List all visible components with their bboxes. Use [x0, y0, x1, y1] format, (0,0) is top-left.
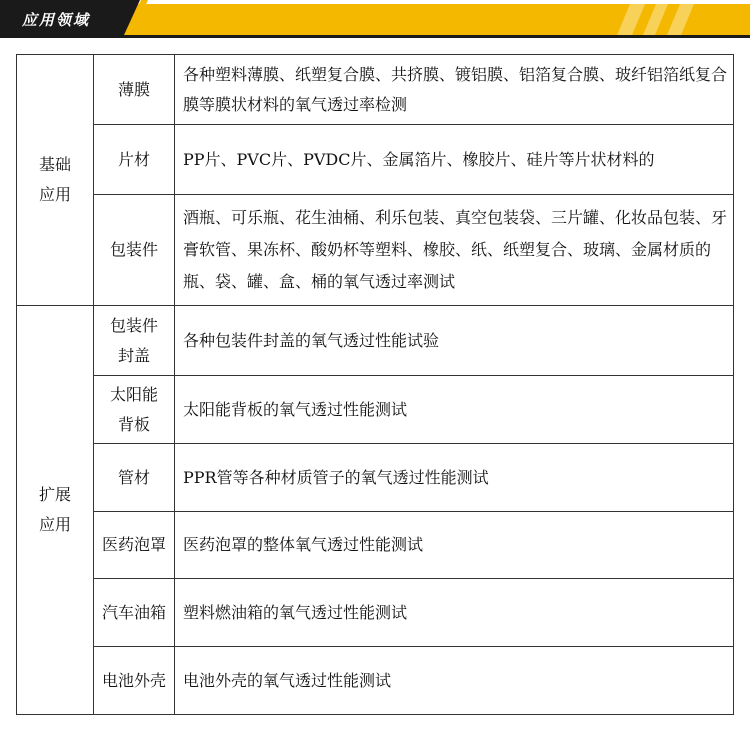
header-banner: [0, 0, 750, 44]
table-row: [17, 444, 734, 512]
row-item-label: 电池外壳: [94, 647, 175, 715]
section-title: 应用领域: [22, 11, 91, 29]
row-item-label: 包装件: [94, 195, 175, 306]
application-table: [16, 54, 734, 715]
table-row: [17, 647, 734, 715]
row-description: 太阳能背板的氧气透过性能测试: [175, 376, 734, 444]
table-row: [17, 195, 734, 306]
group-label-extended: 扩展 应用: [17, 306, 94, 715]
table-row: [17, 306, 734, 376]
row-description: 酒瓶、可乐瓶、花生油桶、利乐包装、真空包装袋、三片罐、化妆品包装、牙膏软管、果冻杯、酸奶杯等塑料、橡胶、纸、纸塑复合、玻璃、金属材质的瓶、袋、罐、盒、桶的氧气透过率测试: [175, 195, 734, 306]
row-description: 塑料燃油箱的氧气透过性能测试: [175, 579, 734, 647]
row-description: PP片、PVC片、PVDC片、金属箔片、橡胶片、硅片等片状材料的: [175, 125, 734, 195]
row-item-label: 包装件 封盖: [94, 306, 175, 376]
row-item-label: 片材: [94, 125, 175, 195]
row-description: 电池外壳的氧气透过性能测试: [175, 647, 734, 715]
row-description: 各种塑料薄膜、纸塑复合膜、共挤膜、镀铝膜、铝箔复合膜、玻纤铝箔纸复合膜等膜状材料的氧气透过率检测: [175, 55, 734, 125]
row-item-label: 医药泡罩: [94, 512, 175, 579]
table-row: [17, 579, 734, 647]
table-row: [17, 125, 734, 195]
row-item-label: 太阳能 背板: [94, 376, 175, 444]
table-row: [17, 512, 734, 579]
row-item-label: 薄膜: [94, 55, 175, 125]
row-description: 各种包装件封盖的氧气透过性能试验: [175, 306, 734, 376]
section-header: [0, 0, 750, 44]
row-item-label: 管材: [94, 444, 175, 512]
group-label-basic: 基础 应用: [17, 55, 94, 306]
row-description: PPR管等各种材质管子的氧气透过性能测试: [175, 444, 734, 512]
table-row: [17, 376, 734, 444]
row-item-label: 汽车油箱: [94, 579, 175, 647]
row-description: 医药泡罩的整体氧气透过性能测试: [175, 512, 734, 579]
table-row: [17, 55, 734, 125]
